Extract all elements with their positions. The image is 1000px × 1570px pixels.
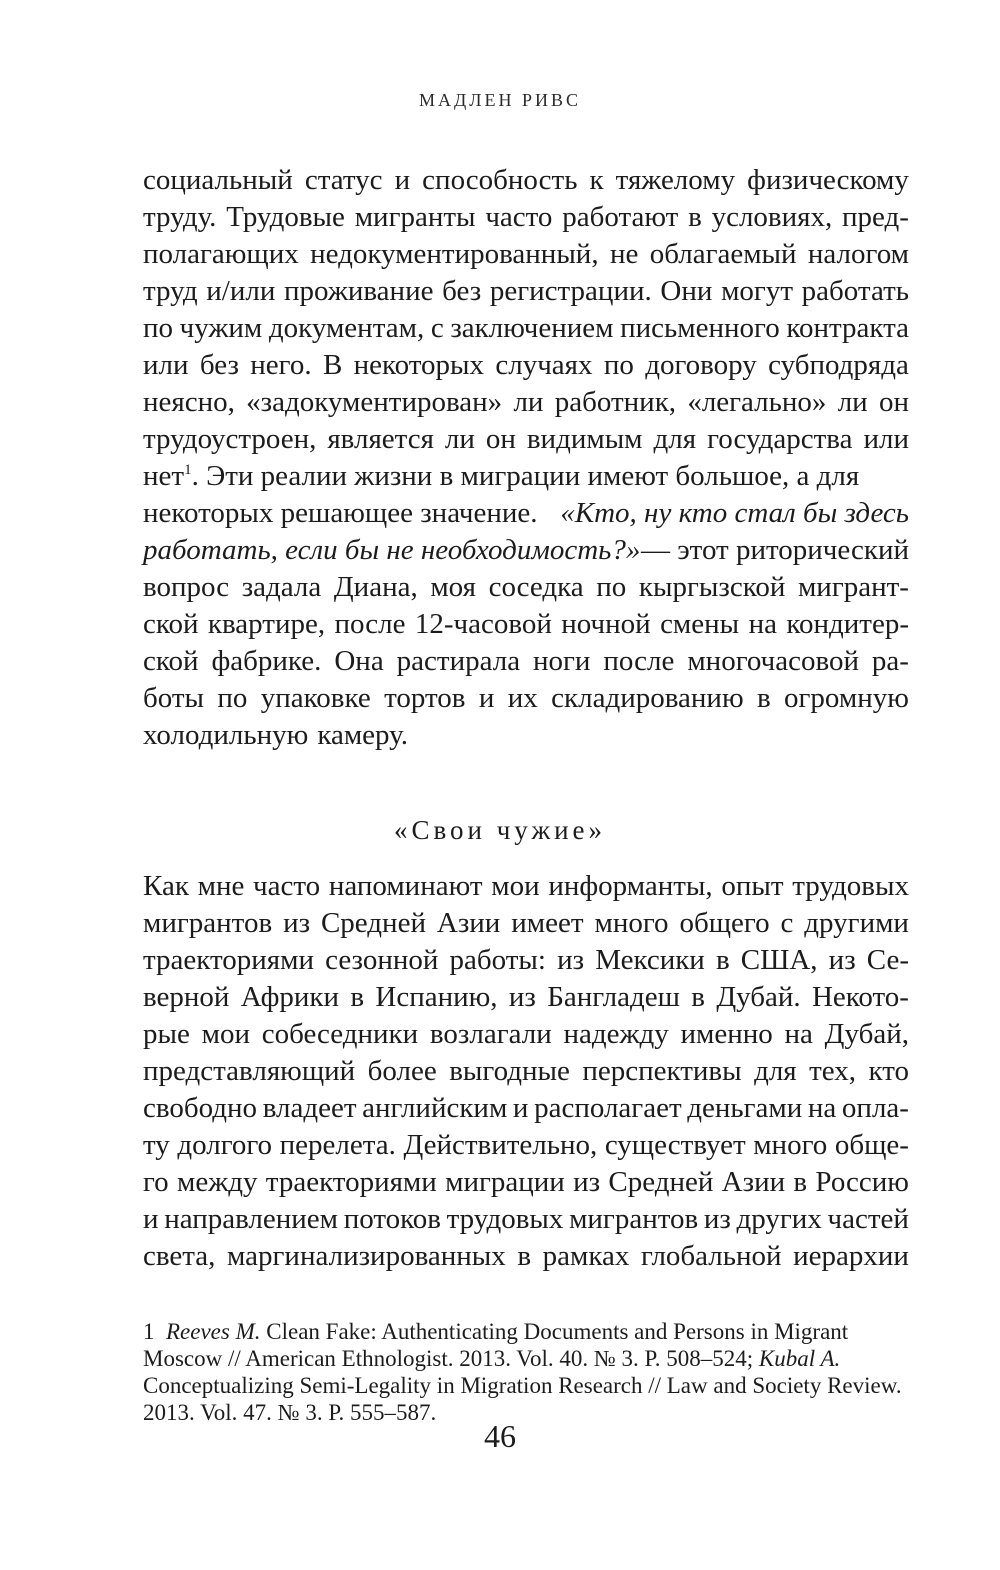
word: растирала [396,645,521,677]
word: полагающих [143,238,299,270]
word: мигрантов [143,907,273,939]
word: из [573,1166,601,1198]
word: в [350,981,365,1013]
page-number: 46 [484,1418,516,1454]
paragraph-2 [143,868,909,1275]
word: существует [604,1129,746,1161]
text-fragment: некоторых решающее значение. [143,497,538,529]
word: общего [679,907,770,939]
word: по [596,571,627,603]
word: перелета. [279,1129,396,1161]
section-heading: «Свои чужие» [393,815,607,845]
text-line [143,942,909,979]
word: надежду [563,1018,669,1050]
word: мне [197,870,245,902]
word: холодильную [143,719,309,751]
word: Действительно, [403,1129,598,1161]
footnote-author: Kubal A. [758,1346,841,1371]
word: перспективы [582,1055,742,1087]
word: тяжелому [615,164,736,196]
text-line [143,680,909,717]
word: моя [430,571,476,603]
word: неясно, [143,386,235,418]
word: информанты, [548,870,713,902]
text-line [143,868,909,905]
text-fragment: 2013. Vol. 47. № 3. P. 555–587. [143,1400,437,1425]
footnote-line [143,1345,909,1372]
word: Дубай, [824,1018,909,1050]
word: представляющий [143,1055,356,1087]
word: иерархии [793,1240,909,1272]
word: для [754,1055,797,1087]
word: труду. [143,201,217,233]
word: ночной [561,608,651,640]
word: мигранты [354,201,476,233]
word: рые [143,1018,190,1050]
word: для [653,423,697,455]
word: после [603,645,675,677]
word: деньгами [687,1092,803,1124]
word: глобальной [641,1240,782,1272]
word: из [703,1203,731,1235]
word: кыргызской [638,571,786,603]
word: без [442,275,482,307]
text-line [143,1090,909,1127]
text-line [143,905,909,942]
word: не [609,238,639,270]
word: много [594,907,669,939]
word: налогом [807,238,909,270]
word: часто [485,201,553,233]
word: США, [740,944,818,976]
word: физическому [747,164,909,196]
word: трудовых [446,1203,564,1235]
text-line [143,979,909,1016]
word: без [199,349,239,381]
word: английским [362,1092,508,1124]
word: работать [801,275,909,307]
word: на [748,608,777,640]
word: направлением [164,1203,339,1235]
word: условиях, [711,201,833,233]
word: опыт [721,870,784,902]
text-fragment: Clean Fake: Authenticating Documents and Persons in Migrant [266,1319,849,1344]
word: сезонной [325,944,439,976]
word: долгого [177,1129,273,1161]
word: многочасовой [687,645,859,677]
word: между [176,1166,258,1198]
word: Мексики [595,944,705,976]
word: света, [143,1240,216,1272]
word: более [367,1055,437,1087]
word: обще- [834,1129,909,1161]
word: некоторых [353,349,485,381]
word: Диана, [333,571,418,603]
word: из [283,907,311,939]
word: регистрации. [489,275,652,307]
word: Трудовые [226,201,345,233]
word: Азии [721,1166,786,1198]
word: он [878,386,909,418]
text-line [143,1127,909,1164]
text-fragment: Moscow // American Ethnologist. 2013. Vol. 40. № 3. P. 508–524; [143,1346,754,1371]
word: облагаемый [649,238,797,270]
word: документам, [268,312,425,344]
word: огромную [784,682,909,714]
word: возлагали [429,1018,552,1050]
word: кто [868,1055,909,1087]
word: опла- [841,1092,909,1124]
word: ли [837,386,868,418]
word: после [334,608,406,640]
text-line [143,421,909,458]
word: контракта [786,312,909,344]
word: он [485,423,516,455]
footnote-line [143,1372,909,1399]
word: мигрант- [797,571,909,603]
text-line [143,236,909,273]
text-line [143,347,909,384]
text-fragment: . Эти реалии жизни в миграции имеют большое, а для [191,460,860,492]
word: часто [253,870,321,902]
footnote [143,1318,909,1426]
word: имеет [511,907,584,939]
word: много [753,1129,828,1161]
text-fragment: — этот риторический [640,534,909,566]
word: рамках [542,1240,630,1272]
text-line [143,199,909,236]
word: к [589,164,604,196]
word: располагает [534,1092,682,1124]
word: Бангладеш [547,981,680,1013]
word: в [688,201,702,233]
word: выгодные [449,1055,570,1087]
word: Се- [866,944,909,976]
text-line [143,643,909,680]
word: Средней [320,907,426,939]
word: трудовых [792,870,909,902]
word: вопрос [143,571,230,603]
italic-quote: работать, если бы не необходимость?» [143,534,641,566]
word: траекториями [143,944,314,976]
word: работник, [554,386,677,418]
word: ра- [871,645,909,677]
text-line [143,717,909,754]
word: «задокументирован» [246,386,503,418]
word: упаковке [260,682,371,714]
text-line [143,162,909,199]
word: и/или [206,275,276,307]
word: 12-часовой [414,608,552,640]
word: работают [562,201,679,233]
text-line [143,1164,909,1201]
word: ской [143,645,199,677]
paragraph-1 [143,162,909,754]
word: маргинализированных [227,1240,506,1272]
word: миграции [445,1166,565,1198]
word: из [828,944,856,976]
word: в [793,1166,808,1198]
text-fragment: Conceptualizing Semi-Legality in Migration Research // Law and Society Review. [143,1373,902,1398]
text-line [143,310,909,347]
word: договору [645,349,757,381]
word: государства [707,423,853,455]
word: го [143,1166,169,1198]
word: собеседники [261,1018,419,1050]
word: Испанию, [375,981,498,1013]
word: является [327,423,434,455]
word: и [478,682,495,714]
word: камеру. [317,719,409,751]
word: их [507,682,538,714]
word: или [143,349,189,381]
word: и [394,164,411,196]
word: из [557,944,585,976]
text-line [143,1238,909,1275]
word: других [736,1203,822,1235]
word: в [691,981,705,1013]
word: смены [660,608,740,640]
word: соседка [488,571,584,603]
text-line [143,384,909,421]
word: Они [660,275,713,307]
word: недокументированный, [310,238,599,270]
word: мои [491,870,540,902]
word: могут [721,275,793,307]
text-line [143,495,909,532]
word: тех, [809,1055,857,1087]
word: фабрике. [211,645,322,677]
word: мигрантов [569,1203,699,1235]
word: «легально» [687,386,827,418]
footnote-author: Reeves M. [166,1319,261,1344]
text-fragment: нет [143,460,185,492]
text-line [143,606,909,643]
word: складированию [551,682,744,714]
word: случаях [495,349,593,381]
word: частей [827,1203,909,1235]
word: труд [143,275,198,307]
running-header: МАДЛЕН РИВС [418,90,581,110]
word: Россию [815,1166,909,1198]
word: субподряда [768,349,909,381]
word: мои [201,1018,250,1050]
italic-quote: «Кто, ну кто стал бы здесь [560,497,909,529]
word: в [715,944,730,976]
word: проживание [284,275,434,307]
word: Некото- [811,981,909,1013]
word: другими [804,907,909,939]
word: социальный [143,164,293,196]
text-line [143,458,909,495]
word: с [430,312,444,344]
text-line [143,1201,909,1238]
word: видимым [526,423,643,455]
word: Азии [436,907,501,939]
text-line [143,1053,909,1090]
word: него. [250,349,312,381]
word: и [512,1092,529,1124]
word: владеет [262,1092,357,1124]
word: напоминают [328,870,483,902]
word: по [143,312,174,344]
word: потоков [343,1203,441,1235]
word: ноги [533,645,591,677]
word: Средней [608,1166,714,1198]
word: трудоустроен, [143,423,317,455]
word: работы: [449,944,546,976]
word: заключением [450,312,614,344]
text-line [143,532,909,569]
word: способность [422,164,578,196]
word: свободно [143,1092,258,1124]
text-line [143,273,909,310]
word: Она [334,645,384,677]
word: по [603,349,634,381]
word: верной [143,981,230,1013]
word: В [322,349,343,381]
word: на [784,1018,813,1050]
text-line [143,569,909,606]
footnote-line [143,1318,909,1345]
word: Африки [240,981,340,1013]
word: пред- [842,201,909,233]
word: ту [143,1129,170,1161]
word: ли [513,386,544,418]
word: статус [304,164,383,196]
word: чужим [179,312,263,344]
word: траекториями [265,1166,437,1198]
word: по [217,682,248,714]
word: Как [143,870,189,902]
word: или [863,423,909,455]
word: именно [680,1018,773,1050]
word: с [780,907,794,939]
word: на [807,1092,837,1124]
word: ли [444,423,475,455]
word: Дубай. [716,981,801,1013]
footnote-number: 1 [143,1319,155,1344]
word: в [756,682,771,714]
word: задала [241,571,322,603]
word: в [517,1240,532,1272]
word: квартире, [207,608,326,640]
word: боты [143,682,205,714]
footnote-reference[interactable]: 1 [184,462,192,478]
word: ской [143,608,199,640]
word: письменного [620,312,780,344]
text-line [143,1016,909,1053]
word: кондитер- [786,608,909,640]
word: тортов [384,682,466,714]
word: из [508,981,536,1013]
word: и [143,1203,159,1235]
